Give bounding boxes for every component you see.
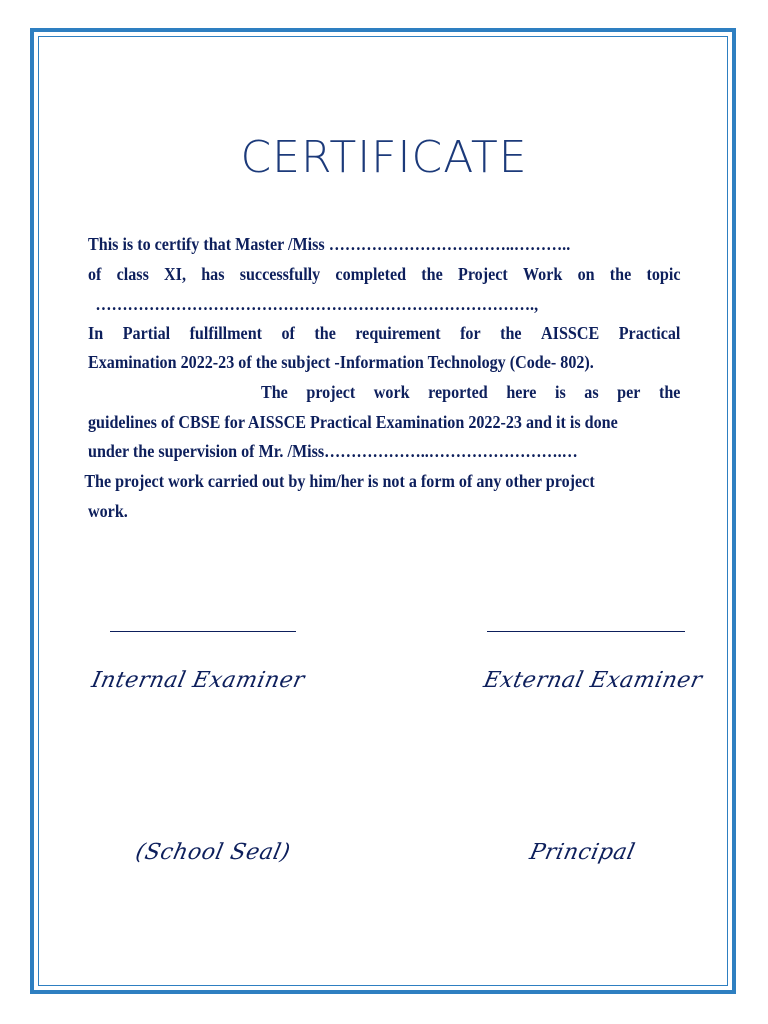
word: Project [457,264,508,284]
word: XI, [164,264,186,284]
word: Practical [618,323,681,343]
word: fulfillment [189,323,263,343]
word: the [421,264,443,284]
word: project [306,382,356,402]
word: AISSCE [541,323,600,343]
body-line-6 [261,382,681,403]
word: successfully [239,264,321,284]
body-line-7: guidelines of CBSE for AISSCE Practical Examination 2022-23 and it is done [88,412,618,432]
word: on [577,264,595,284]
word: In [88,323,104,343]
internal-examiner-label: Internal Examiner [89,668,307,693]
word: of [88,264,102,284]
word: The [260,382,288,402]
external-signature-line [487,631,685,632]
body-line-1: This is to certify that Master /Miss ……………………………..……….. [88,234,571,254]
body-line-9: The project work carried out by him/her is not a form of any other project [84,471,595,491]
word: the [609,264,632,284]
word: is [554,382,566,402]
word: requirement [355,323,441,343]
school-seal-label: (School Seal) [133,840,293,865]
external-examiner-label: External Examiner [481,668,705,693]
word: Partial [122,323,171,343]
word: for [460,323,481,343]
body-line-10: work. [88,501,128,521]
body-line-3: ………………………………………………………………………., [95,294,539,314]
word: reported [428,382,488,402]
body-line-5: Examination 2022-23 of the subject -Information Technology (Code- 802). [88,352,594,372]
body-line-2 [88,264,680,285]
word: the [314,323,336,343]
word: Work [522,264,563,284]
body-line-8: under the supervision of Mr. /Miss………………..…………………….… [88,441,578,461]
certificate-title: CERTIFICATE [240,132,528,183]
internal-signature-line [110,631,296,632]
word: of [281,323,295,343]
word: work [373,382,410,402]
word: class [116,264,149,284]
word: completed [335,264,407,284]
word: here [506,382,537,402]
word: per [617,382,641,402]
word: the [658,382,681,402]
principal-label: Principal [527,840,638,865]
word: topic [646,264,681,284]
body-line-4 [88,323,680,344]
word: has [201,264,225,284]
word: as [584,382,599,402]
word: the [500,323,522,343]
